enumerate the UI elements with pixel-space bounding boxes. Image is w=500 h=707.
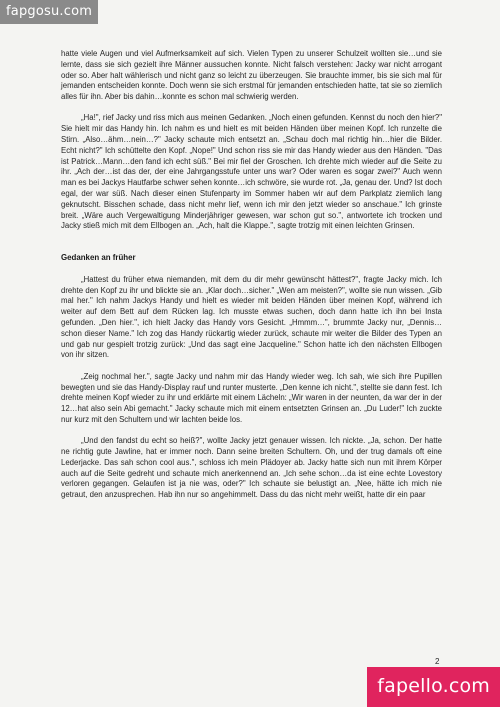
watermark-top-left: fapgosu.com — [0, 0, 98, 24]
section-heading: Gedanken an früher — [61, 253, 136, 263]
watermark-bottom-right: fapello.com — [367, 667, 500, 707]
paragraph: hatte viele Augen und viel Aufmerksamkeit auf sich. Vielen Typen zu unserer Schulzeit wollten sie…und sie lernte, dass sie sich gezielt ihre Männer aussuchen konnte. Nicht falsch verstehen: Jacky war nicht arrogant oder so. Aber halt wählerisch und nicht ganz so leicht zu überzeugen. Sie brauchte immer, bis sie sich mal für jemanden entscheiden konnte. Doch wenn sie sich erstmal für jemanden entschieden hatte, tat sie so ziemlich alles für ihn. Aber bis dahin…konnte es schon mal schwierig werden. — [61, 49, 442, 102]
paragraph: „Ha!", rief Jacky und riss mich aus meinen Gedanken. „Noch einen gefunden. Kennst du noch den hier?" Sie hielt mir das Handy hin. Ich nahm es und hielt es mit beiden Händen über meinen Kopf. Ich runzelte die Stirn. „Also…ähm…nein…?" Jacky schaute mich entsetzt an. „Schau doch mal richtig hin…hier die Bilder. Echt nicht?" Ich schüttelte den Kopf. „Nope!" Und schon riss sie mir das Handy wieder aus den Händen. "Das ist Patrick…Mann…den fand ich echt süß." Bei mir fiel der Groschen. Ich drehte mich wieder auf die Seite zu ihr. „Ach der…ist das der, der eine Jahrgangsstufe unter uns war? Oder waren es sogar zwei?" Auch wenn man es bei Jackys Hautfarbe schwer sehen konnte…ich schwöre, sie wurde rot. „Ja, genau der. Und? Ist doch egal, der war süß. Nach dieser einen Stufenparty im Sommer haben wir auf dem Parkplatz ziemlich lang geknutscht. Bisschen schade, dass nicht mehr lief, wenn ich mir den jetzt wieder so anschaue." Ich grinste breit. „Wäre auch Vergewaltigung Minderjähriger gewesen, war schon gut so.", antwortete ich trocken und Jacky stieß mich mit dem Ellbogen an. „Ach, halt die Klappe.", sagte trotzig mit einen leichten Grinsen. — [61, 113, 442, 231]
paragraph: „Hattest du früher etwa niemanden, mit dem du dir mehr gewünscht hättest?", fragte Jacky mich. Ich drehte den Kopf zu ihr und blickte sie an. „Klar doch…sicher." „Wen am meisten?", wollte sie nun wissen. „Gib mal her." Ich nahm Jackys Handy und hielt es wieder mit beiden Händen über meinen Kopf, während ich weiter auf dem Bett auf dem Rücken lag. Ich musste etwas suchen, doch dann hatte ich ihn bei Insta gefunden. „Den hier.", ich hielt Jacky das Handy vors Gesicht. „Hmmm…", brummte Jacky nur, „Dennis…schon dieser Name." Ich zog das Handy rückartig wieder zurück, schaute mir weiter die Bilder des Typen an und gab nur gespielt trotzig zurück: „Und das sagt eine Jacqueline." Schon hatte ich den nächsten Ellbogen von ihr sitzen. — [61, 274, 442, 360]
paragraph: „Zeig nochmal her.", sagte Jacky und nahm mir das Handy wieder weg. Ich sah, wie sich ihre Pupillen bewegten und sie das Handy-Display rauf und runter musterte. „Den kenne ich nicht.", stellte sie dann fest. Ich drehte meinen Kopf wieder zu ihr und erklärte mit einem Lächeln: „Wir waren in der neunten, da war der in der 12…hat also sein Abi gemacht." Jacky schaute mich mit einem entsetzten Grinsen an. „Du Luder!" Ich zuckte nur kurz mit den Schultern und wir lachten beide los. — [61, 371, 442, 424]
body-text — [61, 49, 442, 511]
page-number: 2 — [435, 657, 440, 666]
paragraph: „Und den fandst du echt so heiß?", wollte Jacky jetzt genauer wissen. Ich nickte. „Ja, schon. Der hatte ne richtig gute Jawline, hat er immer noch. Dann seine breiten Schultern. Oh, und der trug damals oft eine Lederjacke. Das sah schon cool aus.", schloss ich mein Plädoyer ab. Jacky hatte sich nun mit ihrem Körper auch auf die Seite gedreht und schaute mich anerkennend an. „Ich sehe schon…da ist eine echte Lovestory verloren gegangen. Gelaufen ist ja nie was, oder?" Ich schaute sie belustigt an. „Nee, hätte ich mich nie getraut, den anzusprechen. Hab ihn nur so angehimmelt. Dass du das nicht mehr weißt, hatte dir ein paar — [61, 436, 442, 500]
